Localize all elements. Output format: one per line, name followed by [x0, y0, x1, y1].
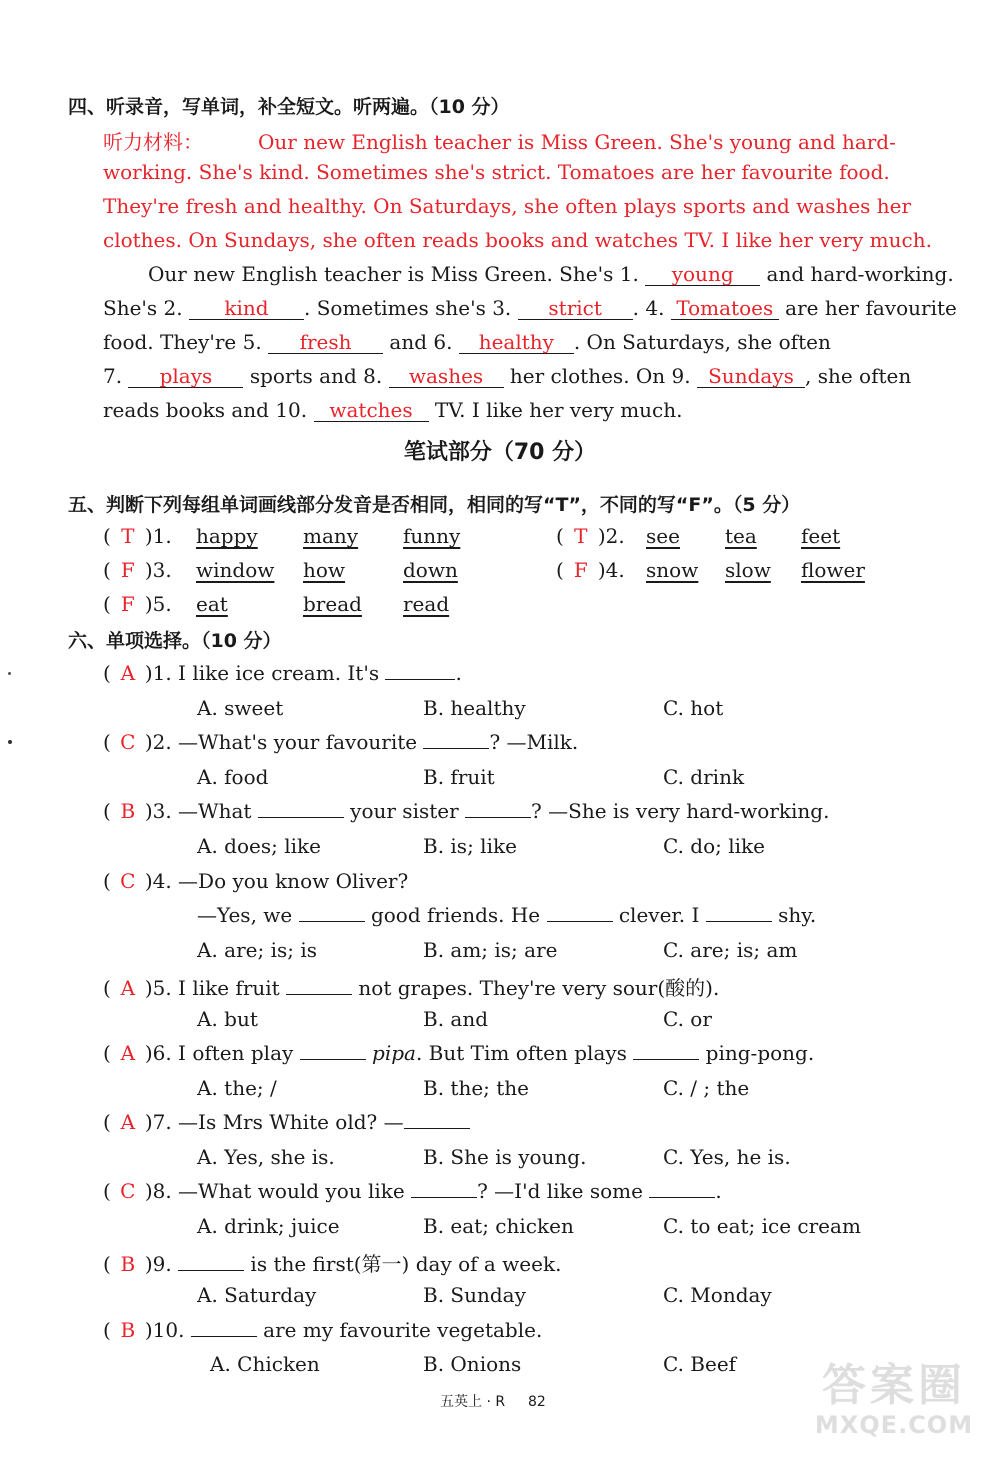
question-3-stem: ( B )3. —What your sister ? —She is very hard-working.: [103, 799, 830, 823]
answer-blank-7: plays: [128, 365, 243, 388]
blank-line: [706, 903, 772, 922]
option-a: A. Chicken: [210, 1352, 320, 1376]
blank-line: [385, 661, 455, 680]
word: tea: [725, 524, 757, 548]
blank-line: [286, 976, 352, 995]
answer-mark: C: [120, 869, 136, 893]
option-c: C. hot: [663, 696, 724, 720]
answer-mark: T: [574, 524, 588, 548]
passage-line-5: reads books and 10. watches TV. I like her very much.: [103, 398, 683, 422]
option-a: A. food: [197, 765, 269, 789]
question-5-stem: ( A )5. I like fruit not grapes. They're very sour(酸的).: [103, 976, 720, 1000]
blank-line: [465, 799, 531, 818]
answer-blank-2: kind: [189, 297, 304, 320]
listening-script-line-1: 听力材料： Our new English teacher is Miss Green. She's young and hard-: [103, 126, 896, 155]
option-a: A. the; /: [197, 1076, 277, 1100]
answer-mark: A: [120, 661, 136, 685]
phonics-item-5: ( F )5.: [103, 592, 172, 616]
page-footer: [440, 1391, 546, 1411]
word: happy: [196, 524, 258, 548]
option-c: C. Yes, he is.: [663, 1145, 791, 1169]
listening-script-line-3: They're fresh and healthy. On Saturdays, she often plays sports and washes her: [103, 194, 912, 218]
answer-blank-10: watches: [314, 399, 429, 422]
blank-line: [300, 1041, 366, 1060]
word: how: [303, 558, 346, 582]
answer-mark: F: [573, 558, 588, 582]
option-b: B. fruit: [423, 765, 495, 789]
option-a: A. does; like: [197, 834, 321, 858]
question-10-stem: ( B )10. are my favourite vegetable.: [103, 1318, 543, 1342]
option-b: B. is; like: [423, 834, 517, 858]
option-a: A. sweet: [197, 696, 284, 720]
question-6-stem: ( A )6. I often play pipa. But Tim often plays ping-pong.: [103, 1041, 815, 1065]
answer-blank-9: Sundays: [697, 365, 805, 388]
option-c: C. to eat; ice cream: [663, 1214, 861, 1238]
scan-speck: [8, 672, 11, 675]
word: see: [646, 524, 680, 548]
answer-mark: B: [120, 1252, 136, 1276]
answer-blank-3: strict: [518, 297, 633, 320]
word: snow: [646, 558, 699, 582]
option-a: A. but: [197, 1007, 258, 1031]
listening-script-line-4: clothes. On Sundays, she often reads books and watches TV. I like her very much.: [103, 228, 932, 252]
word: read: [403, 592, 450, 616]
question-2-stem: ( C )2. —What's your favourite ? —Milk.: [103, 730, 579, 754]
blank-line: [178, 1252, 244, 1271]
answer-mark: F: [120, 558, 135, 582]
answer-mark: B: [120, 1318, 136, 1342]
option-b: B. She is young.: [423, 1145, 587, 1169]
answer-blank-8: washes: [389, 365, 504, 388]
answer-blank-6: healthy: [459, 331, 574, 354]
option-b: B. eat; chicken: [423, 1214, 574, 1238]
book-label: 五英上 · R: [440, 1394, 506, 1410]
option-a: A. Yes, she is.: [197, 1145, 335, 1169]
question-4-stem: ( C )4. —Do you know Oliver?: [103, 869, 409, 893]
option-a: A. are; is; is: [197, 938, 317, 962]
word: funny: [403, 524, 461, 548]
option-b: B. the; the: [423, 1076, 530, 1100]
blank-line: [404, 1110, 470, 1129]
word: slow: [725, 558, 771, 582]
answer-mark: A: [120, 1110, 136, 1134]
page-number: 82: [527, 1394, 546, 1410]
option-c: C. or: [663, 1007, 712, 1031]
scan-speck: [8, 740, 12, 744]
option-c: C. Beef: [663, 1352, 737, 1376]
option-b: B. healthy: [423, 696, 526, 720]
site-watermark-logo: 答案圈 MXQE.COM: [814, 1360, 974, 1439]
question-9-stem: ( B )9. is the first(第一) day of a week.: [103, 1252, 562, 1276]
blank-line: [547, 903, 613, 922]
blank-line: [649, 1179, 715, 1198]
question-4-line-2: —Yes, we good friends. He clever. I shy.: [197, 903, 817, 927]
phonics-item-3: ( F )3.: [103, 558, 172, 582]
answer-blank-5: fresh: [268, 331, 383, 354]
section-5-heading: 五、判断下列每组单词画线部分发音是否相同，相同的写“T”，不同的写“F”。（5 分）: [68, 494, 801, 516]
answer-mark: A: [120, 1041, 136, 1065]
question-7-stem: ( A )7. —Is Mrs White old? —: [103, 1110, 470, 1134]
answer-mark: C: [120, 1179, 136, 1203]
word: bread: [303, 592, 362, 616]
passage-line-4: 7. plays sports and 8. washes her clothes. On 9. Sundays , she often: [103, 364, 912, 388]
word: eat: [196, 592, 228, 616]
blank-line: [411, 1179, 477, 1198]
option-b: B. am; is; are: [423, 938, 558, 962]
phonics-item-4: ( F )4.: [556, 558, 625, 582]
word: feet: [801, 524, 841, 548]
section-4-heading: 四、听录音，写单词，补全短文。听两遍。（10 分）: [68, 96, 510, 118]
listening-script-line-2: working. She's kind. Sometimes she's strict. Tomatoes are her favourite food.: [103, 160, 890, 184]
option-c: C. do; like: [663, 834, 765, 858]
written-section-title: 笔试部分（70 分）: [403, 440, 597, 465]
answer-blank-4: Tomatoes: [671, 297, 779, 320]
option-c: C. drink: [663, 765, 745, 789]
blank-line: [423, 730, 489, 749]
word: many: [303, 524, 359, 548]
phonics-item-1: ( T )1.: [103, 524, 172, 548]
word: window: [196, 558, 275, 582]
question-1-stem: ( A )1. I like ice cream. It's .: [103, 661, 462, 685]
word: flower: [801, 558, 865, 582]
blank-line: [299, 903, 365, 922]
section-6-heading: 六、单项选择。（10 分）: [68, 630, 282, 652]
blank-line: [633, 1041, 699, 1060]
script-label: 听力材料：: [103, 130, 203, 154]
blank-line: [258, 799, 344, 818]
answer-mark: C: [120, 730, 136, 754]
option-a: A. drink; juice: [197, 1214, 340, 1238]
option-b: B. and: [423, 1007, 489, 1031]
word: down: [403, 558, 458, 582]
option-b: B. Onions: [423, 1352, 522, 1376]
answer-blank-1: young: [645, 263, 760, 286]
option-a: A. Saturday: [197, 1283, 317, 1307]
answer-mark: T: [121, 524, 135, 548]
option-b: B. Sunday: [423, 1283, 526, 1307]
phonics-item-2: ( T )2.: [556, 524, 625, 548]
question-8-stem: ( C )8. —What would you like ? —I'd like some .: [103, 1179, 722, 1203]
blank-line: [191, 1318, 257, 1337]
passage-line-3: food. They're 5. fresh and 6. healthy . On Saturdays, she often: [103, 330, 831, 354]
passage-line-2: She's 2. kind . Sometimes she's 3. strict . 4. Tomatoes are her favourite: [103, 296, 957, 320]
option-c: C. are; is; am: [663, 938, 798, 962]
answer-mark: B: [120, 799, 136, 823]
option-c: C. / ; the: [663, 1076, 750, 1100]
option-c: C. Monday: [663, 1283, 772, 1307]
answer-mark: F: [120, 592, 135, 616]
answer-mark: A: [120, 976, 136, 1000]
passage-line-1: Our new English teacher is Miss Green. She's 1. young and hard-working.: [148, 262, 954, 286]
